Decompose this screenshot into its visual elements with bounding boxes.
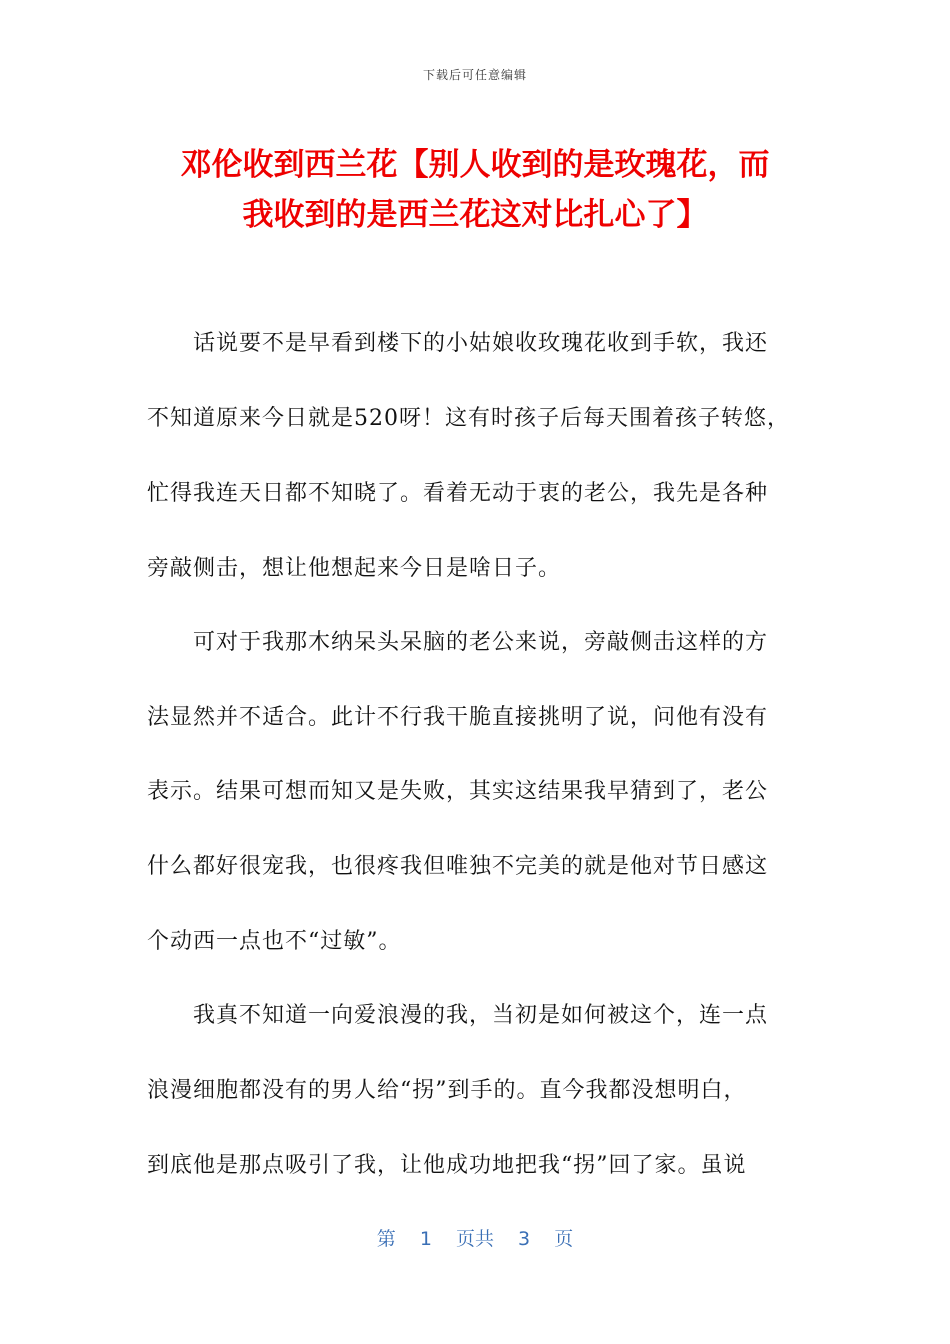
paragraph-1-line-1: 话说要不是早看到楼下的小姑娘收玫瑰花收到手软，我还 <box>193 331 769 356</box>
paragraph-2-line-3: 表示。结果可想而知又是失败，其实这结果我早猜到了，老公 <box>147 779 769 804</box>
footer-current-page: 1 <box>419 1228 432 1250</box>
paragraph-1-line-2: 不知道原来今日就是520呀！这有时孩子后每天围着孩子转悠， <box>147 406 790 431</box>
page-footer <box>0 1224 950 1251</box>
paragraph-2-line-1: 可对于我那木纳呆头呆脑的老公来说，旁敲侧击这样的方 <box>193 630 769 655</box>
title-line-1: 邓伦收到西兰花【别人收到的是玫瑰花，而 <box>180 147 770 183</box>
paragraph-3-line-1: 我真不知道一向爱浪漫的我，当初是如何被这个，连一点 <box>193 1003 769 1028</box>
footer-page-prefix: 第 <box>376 1228 396 1250</box>
paragraph-1-line-3: 忙得我连天日都不知晓了。看着无动于衷的老公，我先是各种 <box>147 481 769 506</box>
paragraph-1-line-4: 旁敲侧击，想让他想起来今日是啥日子。 <box>147 556 562 581</box>
paragraph-3-line-2: 浪漫细胞都没有的男人给“拐”到手的。直今我都没想明白， <box>147 1078 747 1103</box>
header-note: 下载后可任意编辑 <box>422 68 527 82</box>
paragraph-2-line-5: 个动西一点也不“过敏”。 <box>147 929 402 954</box>
paragraph-2-line-2: 法显然并不适合。此计不行我干脆直接挑明了说，问他有没有 <box>147 705 769 730</box>
footer-page-mid: 页共 <box>455 1228 494 1250</box>
title-line-2: 我收到的是西兰花这对比扎心了】 <box>242 197 708 233</box>
footer-total-pages: 3 <box>518 1228 531 1250</box>
document-title <box>130 140 820 240</box>
paragraph-3-line-3: 到底他是那点吸引了我，让他成功地把我“拐”回了家。虽说 <box>147 1153 747 1178</box>
paragraph-2-line-4: 什么都好很宠我，也很疼我但唯独不完美的就是他对节日感这 <box>147 854 769 879</box>
footer-page-suffix: 页 <box>554 1228 574 1250</box>
